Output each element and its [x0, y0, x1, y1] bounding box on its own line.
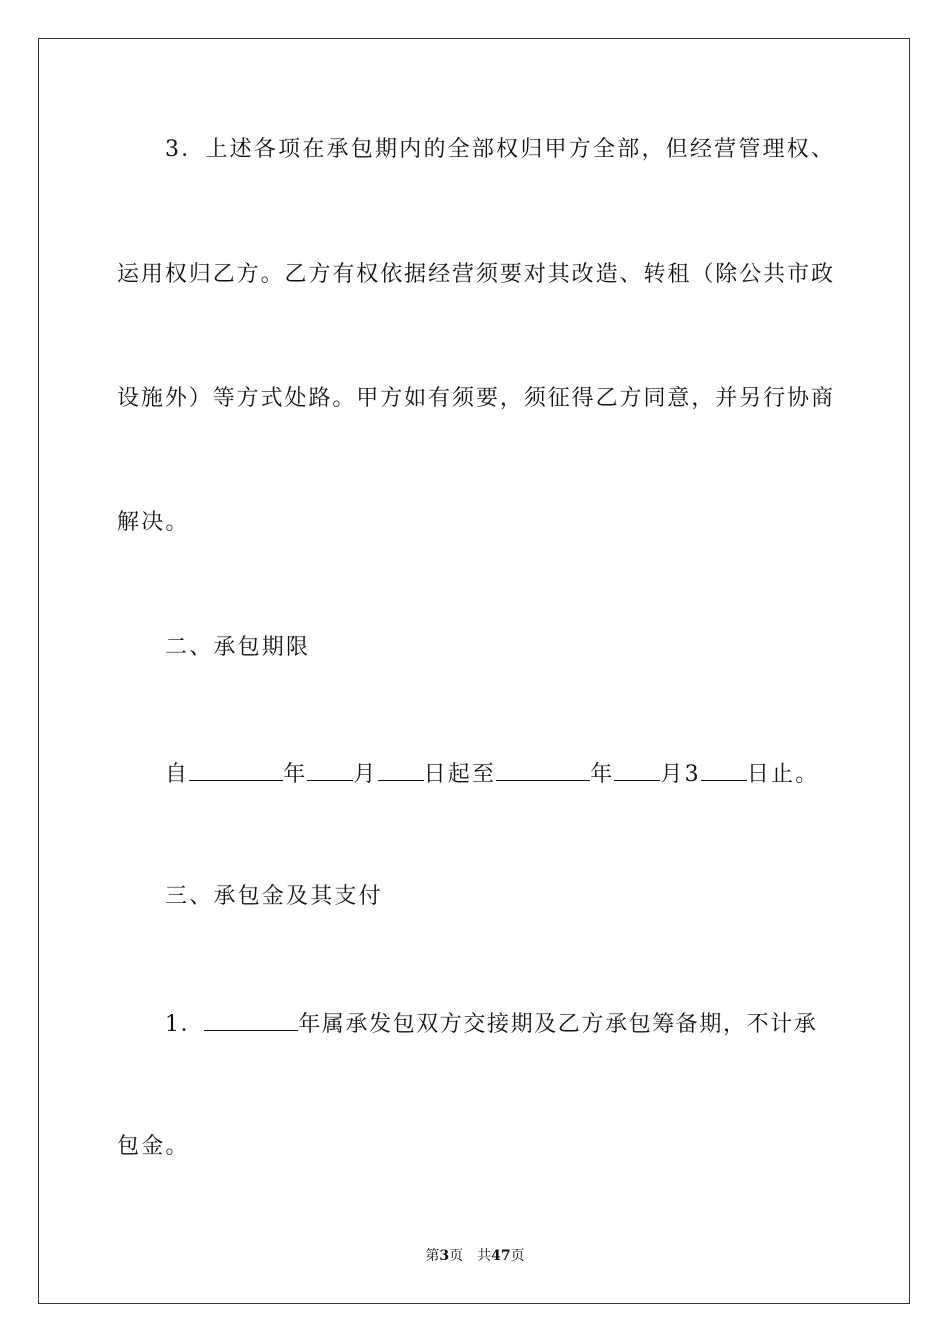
- paragraph-3-line-1: [165, 1008, 833, 1040]
- paragraph-1-line-3: 设施外）等方式处路。甲方如有须要，须征得乙方同意，并另行协商: [117, 386, 833, 411]
- section-heading-term: 二、承包期限: [165, 635, 311, 660]
- footer-suffix: 页: [510, 1248, 525, 1264]
- paragraph-1-line-2: 运用权归乙方。乙方有权依据经营须要对其改造、转租（除公共市政: [117, 262, 833, 287]
- term-from-label: 自: [165, 762, 190, 787]
- blank-end-month: [614, 758, 660, 781]
- footer-mid: 页 共: [449, 1248, 492, 1264]
- footer-prefix: 第: [425, 1248, 440, 1264]
- page-border: [38, 38, 910, 1304]
- term-year-label-2: 年: [590, 762, 615, 787]
- blank-end-day: [701, 758, 747, 781]
- paragraph-1-line-4: 解决。: [117, 510, 190, 535]
- term-line: [165, 758, 833, 790]
- paragraph-1-line-1: 3．上述各项在承包期内的全部权归甲方全部，但经营管理权、: [165, 137, 833, 162]
- term-year-label-1: 年: [283, 762, 308, 787]
- blank-start-year: [189, 758, 283, 781]
- footer-page-number: 3: [439, 1248, 450, 1264]
- blank-handover-year: [204, 1008, 298, 1031]
- term-month-label-1: 月: [353, 762, 378, 787]
- item-number: 1．: [165, 1012, 205, 1037]
- term-end-label: 日止。: [746, 762, 820, 787]
- footer-total-pages: 47: [491, 1248, 511, 1264]
- blank-start-day: [378, 758, 424, 781]
- term-month-label-2: 月3: [660, 762, 701, 787]
- blank-end-year: [496, 758, 590, 781]
- paragraph-3-text: 年属承发包双方交接期及乙方承包筹备期，不计承: [298, 1012, 818, 1037]
- term-to-label: 日起至: [423, 762, 497, 787]
- page-footer: [0, 1247, 950, 1265]
- blank-start-month: [307, 758, 353, 781]
- section-heading-payment: 三、承包金及其支付: [165, 884, 383, 909]
- paragraph-3-line-2: 包金。: [117, 1134, 190, 1159]
